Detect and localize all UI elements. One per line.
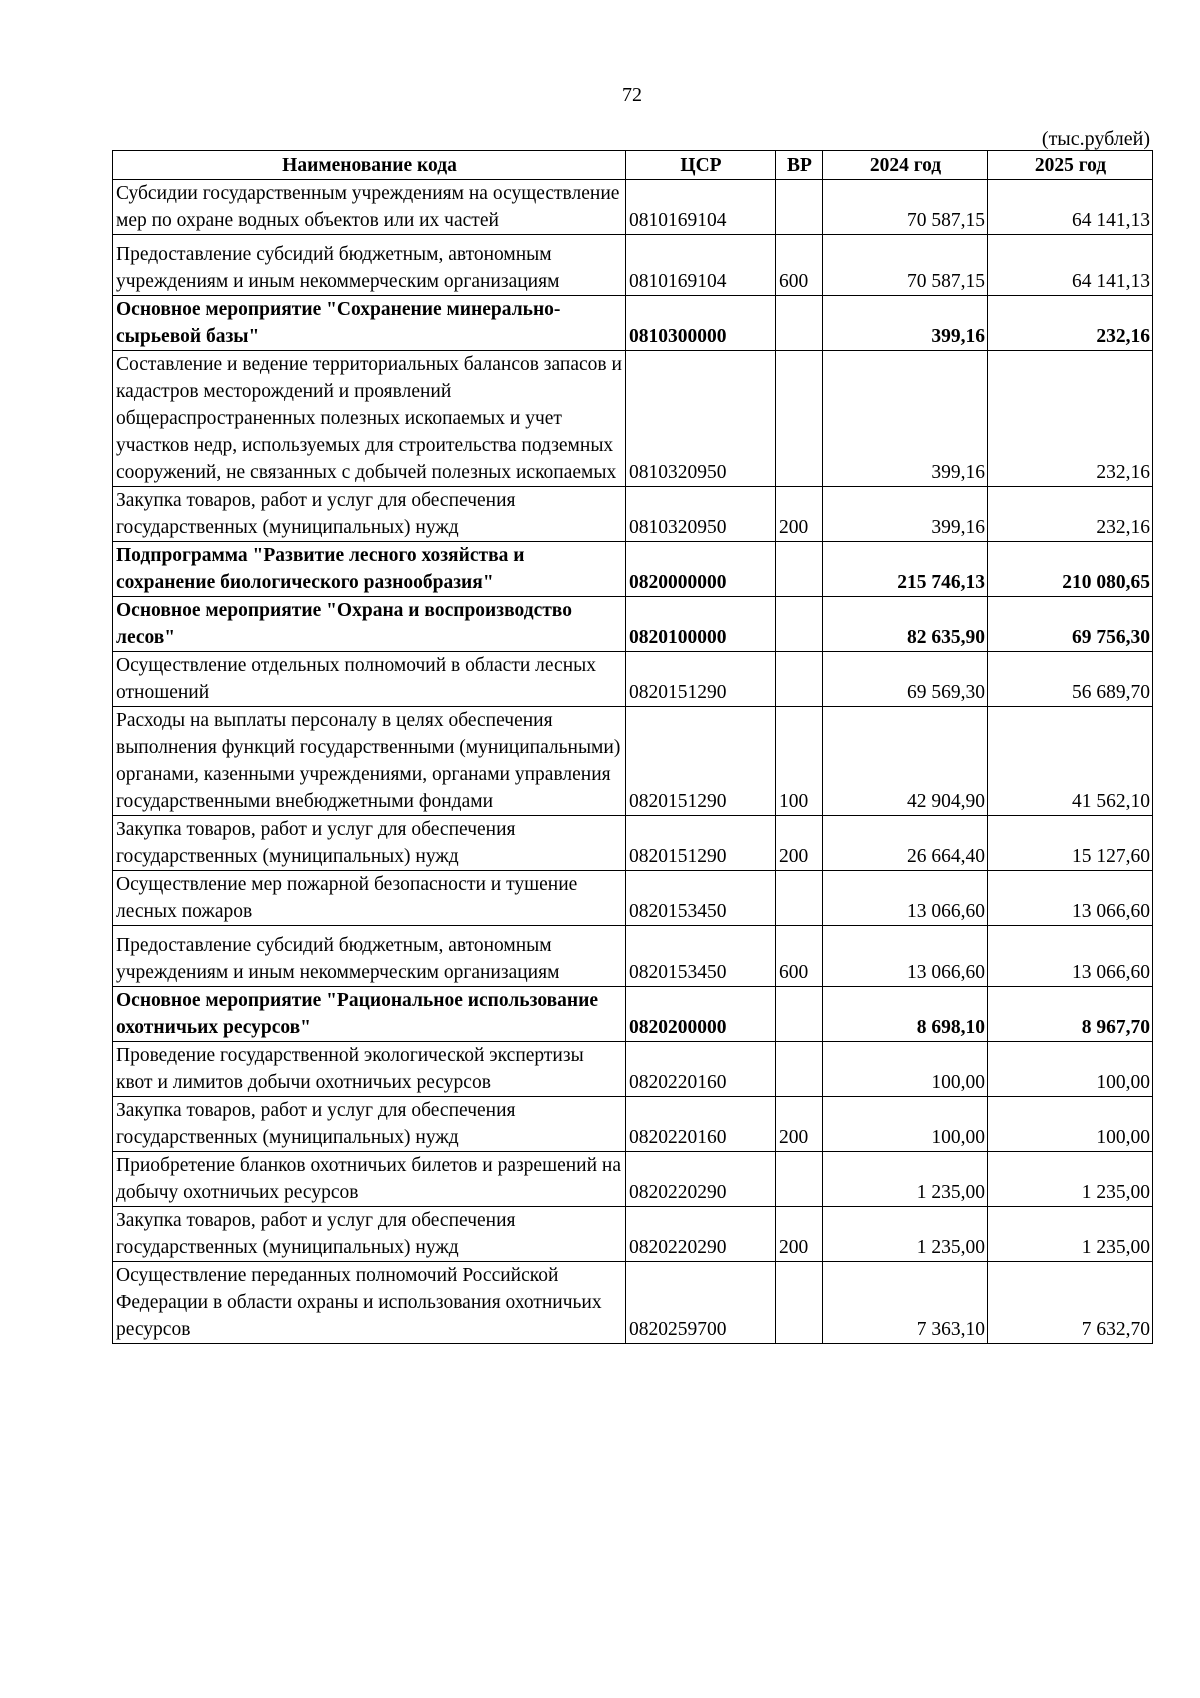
row-amount-2025: 64 141,13 — [988, 180, 1153, 235]
row-amount-2024: 13 066,60 — [823, 871, 988, 926]
row-vr — [776, 351, 823, 487]
table-row — [113, 707, 1153, 816]
row-vr: 200 — [776, 487, 823, 542]
row-amount-2024: 70 587,15 — [823, 180, 988, 235]
row-name: Основное мероприятие "Сохранение минерально-сырьевой базы" — [113, 296, 626, 351]
row-amount-2025: 232,16 — [988, 296, 1153, 351]
row-name: Предоставление субсидий бюджетным, автономным учреждениям и иным некоммерческим организациям — [113, 926, 626, 987]
header-name: Наименование кода — [113, 151, 626, 180]
row-name: Осуществление отдельных полномочий в области лесных отношений — [113, 652, 626, 707]
row-amount-2024: 399,16 — [823, 487, 988, 542]
row-csr: 0820220160 — [626, 1097, 776, 1152]
row-csr: 0820153450 — [626, 926, 776, 987]
table-body — [113, 180, 1153, 1344]
row-csr: 0820153450 — [626, 871, 776, 926]
row-csr: 0820151290 — [626, 816, 776, 871]
row-csr: 0820200000 — [626, 987, 776, 1042]
row-amount-2025: 15 127,60 — [988, 816, 1153, 871]
row-csr: 0820220290 — [626, 1152, 776, 1207]
table-row — [113, 816, 1153, 871]
row-vr — [776, 597, 823, 652]
row-amount-2024: 69 569,30 — [823, 652, 988, 707]
row-csr: 0810169104 — [626, 180, 776, 235]
row-csr: 0820100000 — [626, 597, 776, 652]
row-name: Основное мероприятие "Рациональное использование охотничьих ресурсов" — [113, 987, 626, 1042]
row-name: Основное мероприятие "Охрана и воспроизводство лесов" — [113, 597, 626, 652]
table-row — [113, 296, 1153, 351]
row-amount-2025: 210 080,65 — [988, 542, 1153, 597]
row-vr — [776, 652, 823, 707]
row-amount-2024: 399,16 — [823, 351, 988, 487]
row-name: Закупка товаров, работ и услуг для обеспечения государственных (муниципальных) нужд — [113, 487, 626, 542]
row-name: Предоставление субсидий бюджетным, автономным учреждениям и иным некоммерческим организациям — [113, 235, 626, 296]
row-name: Осуществление мер пожарной безопасности и тушение лесных пожаров — [113, 871, 626, 926]
row-csr: 0810320950 — [626, 487, 776, 542]
row-csr: 0820220290 — [626, 1207, 776, 1262]
row-vr: 200 — [776, 816, 823, 871]
row-amount-2025: 232,16 — [988, 487, 1153, 542]
table-row — [113, 180, 1153, 235]
row-name: Осуществление переданных полномочий Российской Федерации в области охраны и использования охотничьих ресурсов — [113, 1262, 626, 1344]
row-csr: 0820259700 — [626, 1262, 776, 1344]
row-amount-2024: 100,00 — [823, 1097, 988, 1152]
row-amount-2024: 26 664,40 — [823, 816, 988, 871]
table-row — [113, 1152, 1153, 1207]
row-csr: 0820000000 — [626, 542, 776, 597]
row-amount-2024: 82 635,90 — [823, 597, 988, 652]
row-name: Субсидии государственным учреждениям на осуществление мер по охране водных объектов или их частей — [113, 180, 626, 235]
table-row — [113, 351, 1153, 487]
table-header — [113, 151, 1153, 180]
row-vr — [776, 1262, 823, 1344]
table-row — [113, 597, 1153, 652]
header-2025: 2025 год — [988, 151, 1153, 180]
row-vr — [776, 1042, 823, 1097]
table-row — [113, 542, 1153, 597]
table-row — [113, 652, 1153, 707]
row-amount-2024: 1 235,00 — [823, 1152, 988, 1207]
row-amount-2025: 100,00 — [988, 1042, 1153, 1097]
row-name: Закупка товаров, работ и услуг для обеспечения государственных (муниципальных) нужд — [113, 816, 626, 871]
budget-table — [112, 150, 1153, 1344]
row-amount-2025: 7 632,70 — [988, 1262, 1153, 1344]
row-amount-2024: 215 746,13 — [823, 542, 988, 597]
row-name: Проведение государственной экологической экспертизы квот и лимитов добычи охотничьих ресурсов — [113, 1042, 626, 1097]
row-amount-2024: 8 698,10 — [823, 987, 988, 1042]
row-name: Подпрограмма "Развитие лесного хозяйства и сохранение биологического разнообразия" — [113, 542, 626, 597]
row-amount-2025: 1 235,00 — [988, 1207, 1153, 1262]
table-row — [113, 235, 1153, 296]
row-amount-2024: 1 235,00 — [823, 1207, 988, 1262]
row-amount-2024: 13 066,60 — [823, 926, 988, 987]
row-name: Закупка товаров, работ и услуг для обеспечения государственных (муниципальных) нужд — [113, 1097, 626, 1152]
row-name: Закупка товаров, работ и услуг для обеспечения государственных (муниципальных) нужд — [113, 1207, 626, 1262]
row-csr: 0810169104 — [626, 235, 776, 296]
row-amount-2024: 42 904,90 — [823, 707, 988, 816]
row-amount-2024: 70 587,15 — [823, 235, 988, 296]
table-row — [113, 487, 1153, 542]
table-row — [113, 1042, 1153, 1097]
table-row — [113, 871, 1153, 926]
row-vr — [776, 180, 823, 235]
header-2024: 2024 год — [823, 151, 988, 180]
row-amount-2025: 13 066,60 — [988, 871, 1153, 926]
row-amount-2025: 56 689,70 — [988, 652, 1153, 707]
row-csr: 0820220160 — [626, 1042, 776, 1097]
row-csr: 0810300000 — [626, 296, 776, 351]
row-amount-2025: 232,16 — [988, 351, 1153, 487]
row-amount-2024: 7 363,10 — [823, 1262, 988, 1344]
row-amount-2025: 13 066,60 — [988, 926, 1153, 987]
row-name: Расходы на выплаты персоналу в целях обеспечения выполнения функций государственными (муниципальными) органами, казенными учреждениями, органами управления государственными внебюджетными фондами — [113, 707, 626, 816]
row-vr: 200 — [776, 1207, 823, 1262]
row-vr — [776, 296, 823, 351]
row-vr — [776, 542, 823, 597]
row-vr: 600 — [776, 235, 823, 296]
header-row — [113, 151, 1153, 180]
row-csr: 0810320950 — [626, 351, 776, 487]
row-vr: 100 — [776, 707, 823, 816]
row-amount-2025: 1 235,00 — [988, 1152, 1153, 1207]
row-vr — [776, 987, 823, 1042]
units-label: (тыс.рублей) — [1041, 128, 1150, 150]
row-amount-2024: 399,16 — [823, 296, 988, 351]
header-vr: ВР — [776, 151, 823, 180]
header-csr: ЦСР — [626, 151, 776, 180]
row-name: Составление и ведение территориальных балансов запасов и кадастров месторождений и проявлений общераспространенных полезных ископаемых и учет участков недр, используемых для строительства подземных сооружений, не связанных с добычей полезных ископаемых — [113, 351, 626, 487]
row-vr: 200 — [776, 1097, 823, 1152]
table-row — [113, 987, 1153, 1042]
row-amount-2025: 41 562,10 — [988, 707, 1153, 816]
row-amount-2025: 8 967,70 — [988, 987, 1153, 1042]
row-vr: 600 — [776, 926, 823, 987]
row-amount-2025: 69 756,30 — [988, 597, 1153, 652]
row-vr — [776, 871, 823, 926]
table-row — [113, 926, 1153, 987]
row-vr — [776, 1152, 823, 1207]
row-name: Приобретение бланков охотничьих билетов и разрешений на добычу охотничьих ресурсов — [113, 1152, 626, 1207]
row-csr: 0820151290 — [626, 707, 776, 816]
row-amount-2025: 64 141,13 — [988, 235, 1153, 296]
page-number: 72 — [622, 84, 642, 106]
table-row — [113, 1207, 1153, 1262]
row-amount-2024: 100,00 — [823, 1042, 988, 1097]
row-amount-2025: 100,00 — [988, 1097, 1153, 1152]
table-row — [113, 1097, 1153, 1152]
row-csr: 0820151290 — [626, 652, 776, 707]
table-row — [113, 1262, 1153, 1344]
